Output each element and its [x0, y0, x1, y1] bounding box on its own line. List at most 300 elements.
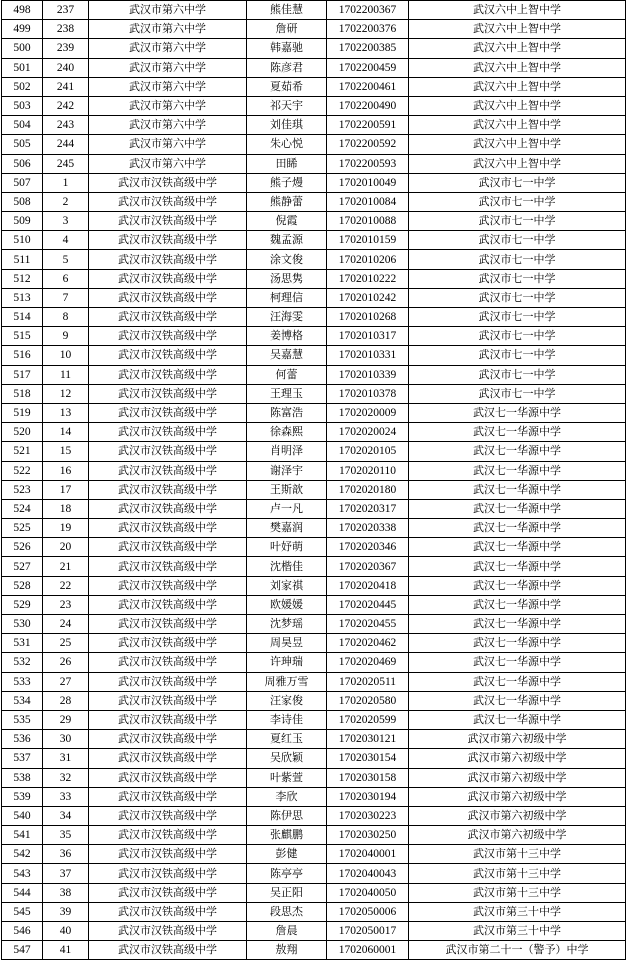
admitted-school-cell: 武汉市汉铁高级中学: [89, 672, 247, 691]
admitted-school-cell: 武汉市第六中学: [89, 116, 247, 135]
school-index-cell: 30: [43, 730, 89, 749]
student-id-cell: 1702030194: [327, 787, 409, 806]
student-name-cell: 韩嘉驰: [247, 39, 327, 58]
student-id-cell: 1702200376: [327, 20, 409, 39]
student-name-cell: 沈梦瑶: [247, 615, 327, 634]
student-id-cell: 1702040001: [327, 845, 409, 864]
serial-number-cell: 537: [2, 749, 43, 768]
student-id-cell: 1702020445: [327, 595, 409, 614]
student-name-cell: 沈楷佳: [247, 557, 327, 576]
origin-school-cell: 武汉七一华源中学: [409, 499, 626, 518]
origin-school-cell: 武汉市七一中学: [409, 346, 626, 365]
student-id-cell: 1702020462: [327, 634, 409, 653]
origin-school-cell: 武汉六中上智中学: [409, 116, 626, 135]
student-name-cell: 陈彦君: [247, 58, 327, 77]
serial-number-cell: 510: [2, 231, 43, 250]
school-index-cell: 241: [43, 77, 89, 96]
school-index-cell: 17: [43, 480, 89, 499]
table-row: [2, 902, 626, 921]
admitted-school-cell: 武汉市汉铁高级中学: [89, 615, 247, 634]
student-name-cell: 张麒鹏: [247, 826, 327, 845]
student-id-cell: 1702010049: [327, 173, 409, 192]
serial-number-cell: 522: [2, 461, 43, 480]
school-index-cell: 242: [43, 96, 89, 115]
student-name-cell: 肖明泽: [247, 442, 327, 461]
serial-number-cell: 545: [2, 902, 43, 921]
table-row: [2, 595, 626, 614]
student-name-cell: 熊静蕾: [247, 192, 327, 211]
origin-school-cell: 武汉六中上智中学: [409, 58, 626, 77]
origin-school-cell: 武汉六中上智中学: [409, 96, 626, 115]
table-row: [2, 231, 626, 250]
student-id-cell: 1702060001: [327, 941, 409, 960]
table-row: [2, 327, 626, 346]
serial-number-cell: 544: [2, 883, 43, 902]
student-name-cell: 柯理信: [247, 288, 327, 307]
serial-number-cell: 539: [2, 787, 43, 806]
admitted-school-cell: 武汉市汉铁高级中学: [89, 327, 247, 346]
table-row: [2, 653, 626, 672]
table-row: [2, 346, 626, 365]
table-row: [2, 461, 626, 480]
admitted-school-cell: 武汉市汉铁高级中学: [89, 250, 247, 269]
student-id-cell: 1702020180: [327, 480, 409, 499]
student-id-cell: 1702010331: [327, 346, 409, 365]
school-index-cell: 4: [43, 231, 89, 250]
student-id-cell: 1702010206: [327, 250, 409, 269]
school-index-cell: 41: [43, 941, 89, 960]
admitted-school-cell: 武汉市第六中学: [89, 58, 247, 77]
table-row: [2, 384, 626, 403]
table-row: [2, 749, 626, 768]
student-id-cell: 1702020105: [327, 442, 409, 461]
admitted-school-cell: 武汉市汉铁高级中学: [89, 308, 247, 327]
origin-school-cell: 武汉七一华源中学: [409, 557, 626, 576]
serial-number-cell: 501: [2, 58, 43, 77]
school-index-cell: 14: [43, 423, 89, 442]
origin-school-cell: 武汉七一华源中学: [409, 710, 626, 729]
student-name-cell: 叶妤萌: [247, 538, 327, 557]
school-index-cell: 20: [43, 538, 89, 557]
student-name-cell: 叶紫萱: [247, 768, 327, 787]
school-index-cell: 2: [43, 192, 89, 211]
student-name-cell: 朱心悦: [247, 135, 327, 154]
origin-school-cell: 武汉市第六初级中学: [409, 768, 626, 787]
student-name-cell: 何蕾: [247, 365, 327, 384]
student-id-cell: 1702010242: [327, 288, 409, 307]
student-name-cell: 卢一凡: [247, 499, 327, 518]
table-row: [2, 77, 626, 96]
school-index-cell: 6: [43, 269, 89, 288]
student-id-cell: 1702030158: [327, 768, 409, 787]
table-row: [2, 691, 626, 710]
admitted-school-cell: 武汉市汉铁高级中学: [89, 269, 247, 288]
student-id-cell: 1702200459: [327, 58, 409, 77]
school-index-cell: 21: [43, 557, 89, 576]
table-body: [2, 1, 626, 960]
serial-number-cell: 547: [2, 941, 43, 960]
origin-school-cell: 武汉市第六初级中学: [409, 730, 626, 749]
admitted-school-cell: 武汉市汉铁高级中学: [89, 231, 247, 250]
student-name-cell: 倪霞: [247, 212, 327, 231]
origin-school-cell: 武汉市七一中学: [409, 212, 626, 231]
school-index-cell: 5: [43, 250, 89, 269]
table-row: [2, 499, 626, 518]
serial-number-cell: 538: [2, 768, 43, 787]
serial-number-cell: 516: [2, 346, 43, 365]
origin-school-cell: 武汉市第六初级中学: [409, 826, 626, 845]
student-name-cell: 徐森熙: [247, 423, 327, 442]
student-name-cell: 夏红玉: [247, 730, 327, 749]
student-id-cell: 1702040043: [327, 864, 409, 883]
admitted-school-cell: 武汉市第六中学: [89, 154, 247, 173]
student-name-cell: 田睎: [247, 154, 327, 173]
student-id-cell: 1702010268: [327, 308, 409, 327]
serial-number-cell: 506: [2, 154, 43, 173]
table-row: [2, 576, 626, 595]
origin-school-cell: 武汉市七一中学: [409, 384, 626, 403]
student-id-cell: 1702200367: [327, 1, 409, 20]
admitted-school-cell: 武汉市汉铁高级中学: [89, 403, 247, 422]
origin-school-cell: 武汉市七一中学: [409, 288, 626, 307]
admitted-school-cell: 武汉市汉铁高级中学: [89, 173, 247, 192]
table-row: [2, 96, 626, 115]
table-row: [2, 480, 626, 499]
table-row: [2, 39, 626, 58]
admitted-school-cell: 武汉市汉铁高级中学: [89, 768, 247, 787]
table-row: [2, 269, 626, 288]
serial-number-cell: 540: [2, 806, 43, 825]
school-index-cell: 19: [43, 519, 89, 538]
admitted-school-cell: 武汉市汉铁高级中学: [89, 787, 247, 806]
serial-number-cell: 503: [2, 96, 43, 115]
serial-number-cell: 523: [2, 480, 43, 499]
student-name-cell: 汪海雯: [247, 308, 327, 327]
table-row: [2, 730, 626, 749]
admitted-school-cell: 武汉市汉铁高级中学: [89, 480, 247, 499]
origin-school-cell: 武汉市七一中学: [409, 365, 626, 384]
admitted-school-cell: 武汉市第六中学: [89, 96, 247, 115]
admitted-school-cell: 武汉市汉铁高级中学: [89, 883, 247, 902]
serial-number-cell: 525: [2, 519, 43, 538]
school-index-cell: 243: [43, 116, 89, 135]
student-name-cell: 李诗佳: [247, 710, 327, 729]
origin-school-cell: 武汉七一华源中学: [409, 691, 626, 710]
serial-number-cell: 542: [2, 845, 43, 864]
origin-school-cell: 武汉六中上智中学: [409, 77, 626, 96]
school-index-cell: 12: [43, 384, 89, 403]
student-id-cell: 1702010088: [327, 212, 409, 231]
serial-number-cell: 515: [2, 327, 43, 346]
origin-school-cell: 武汉市第十三中学: [409, 864, 626, 883]
school-index-cell: 10: [43, 346, 89, 365]
table-row: [2, 672, 626, 691]
student-id-cell: 1702200490: [327, 96, 409, 115]
admitted-school-cell: 武汉市汉铁高级中学: [89, 864, 247, 883]
school-index-cell: 240: [43, 58, 89, 77]
origin-school-cell: 武汉市第十三中学: [409, 845, 626, 864]
table-row: [2, 787, 626, 806]
origin-school-cell: 武汉市七一中学: [409, 269, 626, 288]
student-id-cell: 1702030250: [327, 826, 409, 845]
serial-number-cell: 536: [2, 730, 43, 749]
table-row: [2, 212, 626, 231]
student-id-cell: 1702020580: [327, 691, 409, 710]
student-id-cell: 1702020455: [327, 615, 409, 634]
student-name-cell: 吴嘉慧: [247, 346, 327, 365]
student-id-cell: 1702200591: [327, 116, 409, 135]
admitted-school-cell: 武汉市汉铁高级中学: [89, 730, 247, 749]
school-index-cell: 16: [43, 461, 89, 480]
serial-number-cell: 502: [2, 77, 43, 96]
school-index-cell: 24: [43, 615, 89, 634]
school-index-cell: 244: [43, 135, 89, 154]
serial-number-cell: 533: [2, 672, 43, 691]
origin-school-cell: 武汉七一华源中学: [409, 423, 626, 442]
admitted-school-cell: 武汉市汉铁高级中学: [89, 749, 247, 768]
admitted-school-cell: 武汉市汉铁高级中学: [89, 288, 247, 307]
serial-number-cell: 517: [2, 365, 43, 384]
school-index-cell: 13: [43, 403, 89, 422]
student-id-cell: 1702010159: [327, 231, 409, 250]
table-row: [2, 922, 626, 941]
admitted-school-cell: 武汉市第六中学: [89, 1, 247, 20]
student-name-cell: 段思杰: [247, 902, 327, 921]
table-row: [2, 864, 626, 883]
serial-number-cell: 500: [2, 39, 43, 58]
serial-number-cell: 531: [2, 634, 43, 653]
serial-number-cell: 504: [2, 116, 43, 135]
school-index-cell: 22: [43, 576, 89, 595]
student-id-cell: 1702020009: [327, 403, 409, 422]
student-id-cell: 1702010222: [327, 269, 409, 288]
student-id-cell: 1702040050: [327, 883, 409, 902]
student-name-cell: 詹研: [247, 20, 327, 39]
origin-school-cell: 武汉市第二十一（警予）中学: [409, 941, 626, 960]
admitted-school-cell: 武汉市汉铁高级中学: [89, 461, 247, 480]
student-name-cell: 敖翔: [247, 941, 327, 960]
school-index-cell: 38: [43, 883, 89, 902]
school-index-cell: 39: [43, 902, 89, 921]
school-index-cell: 245: [43, 154, 89, 173]
origin-school-cell: 武汉六中上智中学: [409, 20, 626, 39]
table-row: [2, 250, 626, 269]
admitted-school-cell: 武汉市第六中学: [89, 20, 247, 39]
school-index-cell: 31: [43, 749, 89, 768]
student-id-cell: 1702020418: [327, 576, 409, 595]
student-id-cell: 1702020024: [327, 423, 409, 442]
student-name-cell: 汤思隽: [247, 269, 327, 288]
table-row: [2, 768, 626, 787]
origin-school-cell: 武汉市七一中学: [409, 308, 626, 327]
serial-number-cell: 514: [2, 308, 43, 327]
origin-school-cell: 武汉市七一中学: [409, 231, 626, 250]
school-index-cell: 28: [43, 691, 89, 710]
origin-school-cell: 武汉七一华源中学: [409, 442, 626, 461]
admitted-school-cell: 武汉市汉铁高级中学: [89, 384, 247, 403]
student-id-cell: 1702020367: [327, 557, 409, 576]
school-index-cell: 29: [43, 710, 89, 729]
student-id-cell: 1702010084: [327, 192, 409, 211]
admitted-school-cell: 武汉市汉铁高级中学: [89, 519, 247, 538]
serial-number-cell: 535: [2, 710, 43, 729]
admitted-school-cell: 武汉市汉铁高级中学: [89, 365, 247, 384]
school-index-cell: 25: [43, 634, 89, 653]
table-row: [2, 308, 626, 327]
student-id-cell: 1702020110: [327, 461, 409, 480]
table-row: [2, 519, 626, 538]
school-index-cell: 8: [43, 308, 89, 327]
student-id-cell: 1702010378: [327, 384, 409, 403]
table-row: [2, 288, 626, 307]
school-index-cell: 36: [43, 845, 89, 864]
school-index-cell: 1: [43, 173, 89, 192]
school-index-cell: 37: [43, 864, 89, 883]
student-id-cell: 1702050017: [327, 922, 409, 941]
school-index-cell: 32: [43, 768, 89, 787]
origin-school-cell: 武汉六中上智中学: [409, 39, 626, 58]
origin-school-cell: 武汉市七一中学: [409, 192, 626, 211]
serial-number-cell: 512: [2, 269, 43, 288]
serial-number-cell: 505: [2, 135, 43, 154]
table-row: [2, 806, 626, 825]
origin-school-cell: 武汉市七一中学: [409, 327, 626, 346]
admitted-school-cell: 武汉市汉铁高级中学: [89, 499, 247, 518]
admitted-school-cell: 武汉市汉铁高级中学: [89, 922, 247, 941]
serial-number-cell: 529: [2, 595, 43, 614]
origin-school-cell: 武汉七一华源中学: [409, 653, 626, 672]
school-index-cell: 23: [43, 595, 89, 614]
school-index-cell: 35: [43, 826, 89, 845]
school-index-cell: 33: [43, 787, 89, 806]
table-row: [2, 941, 626, 960]
table-row: [2, 58, 626, 77]
admitted-school-cell: 武汉市汉铁高级中学: [89, 710, 247, 729]
admitted-school-cell: 武汉市第六中学: [89, 39, 247, 58]
student-id-cell: 1702200593: [327, 154, 409, 173]
serial-number-cell: 541: [2, 826, 43, 845]
admitted-school-cell: 武汉市汉铁高级中学: [89, 595, 247, 614]
admitted-school-cell: 武汉市汉铁高级中学: [89, 442, 247, 461]
admitted-school-cell: 武汉市汉铁高级中学: [89, 845, 247, 864]
student-id-cell: 1702030223: [327, 806, 409, 825]
student-id-cell: 1702020599: [327, 710, 409, 729]
student-name-cell: 祁天宇: [247, 96, 327, 115]
table-row: [2, 116, 626, 135]
student-name-cell: 陈伊思: [247, 806, 327, 825]
school-index-cell: 34: [43, 806, 89, 825]
serial-number-cell: 530: [2, 615, 43, 634]
origin-school-cell: 武汉市七一中学: [409, 250, 626, 269]
student-name-cell: 王理玉: [247, 384, 327, 403]
student-id-cell: 1702050006: [327, 902, 409, 921]
student-id-cell: 1702020346: [327, 538, 409, 557]
origin-school-cell: 武汉六中上智中学: [409, 1, 626, 20]
table-row: [2, 1, 626, 20]
admitted-school-cell: 武汉市第六中学: [89, 77, 247, 96]
serial-number-cell: 534: [2, 691, 43, 710]
origin-school-cell: 武汉市第三十中学: [409, 902, 626, 921]
table-row: [2, 135, 626, 154]
student-id-cell: 1702020511: [327, 672, 409, 691]
student-id-cell: 1702010317: [327, 327, 409, 346]
admitted-school-cell: 武汉市汉铁高级中学: [89, 634, 247, 653]
student-id-cell: 1702030121: [327, 730, 409, 749]
table-row: [2, 634, 626, 653]
serial-number-cell: 499: [2, 20, 43, 39]
admitted-school-cell: 武汉市汉铁高级中学: [89, 346, 247, 365]
admitted-school-cell: 武汉市第六中学: [89, 135, 247, 154]
origin-school-cell: 武汉七一华源中学: [409, 403, 626, 422]
student-name-cell: 魏孟源: [247, 231, 327, 250]
student-name-cell: 詹晨: [247, 922, 327, 941]
school-index-cell: 26: [43, 653, 89, 672]
student-id-cell: 1702200461: [327, 77, 409, 96]
student-name-cell: 吴正阳: [247, 883, 327, 902]
school-index-cell: 3: [43, 212, 89, 231]
school-index-cell: 7: [43, 288, 89, 307]
origin-school-cell: 武汉市第六初级中学: [409, 787, 626, 806]
student-name-cell: 周昊昱: [247, 634, 327, 653]
student-name-cell: 刘家祺: [247, 576, 327, 595]
school-index-cell: 18: [43, 499, 89, 518]
table-row: [2, 826, 626, 845]
table-row: [2, 20, 626, 39]
admission-list-table: [1, 0, 626, 960]
origin-school-cell: 武汉七一华源中学: [409, 461, 626, 480]
table-row: [2, 883, 626, 902]
table-row: [2, 192, 626, 211]
table-row: [2, 557, 626, 576]
origin-school-cell: 武汉六中上智中学: [409, 154, 626, 173]
serial-number-cell: 509: [2, 212, 43, 231]
school-index-cell: 9: [43, 327, 89, 346]
serial-number-cell: 507: [2, 173, 43, 192]
student-name-cell: 谢泽宇: [247, 461, 327, 480]
student-id-cell: 1702020338: [327, 519, 409, 538]
origin-school-cell: 武汉市第六初级中学: [409, 806, 626, 825]
serial-number-cell: 508: [2, 192, 43, 211]
student-name-cell: 熊子熳: [247, 173, 327, 192]
school-index-cell: 237: [43, 1, 89, 20]
table-row: [2, 365, 626, 384]
origin-school-cell: 武汉市第十三中学: [409, 883, 626, 902]
serial-number-cell: 498: [2, 1, 43, 20]
table-row: [2, 710, 626, 729]
student-name-cell: 熊佳慧: [247, 1, 327, 20]
student-name-cell: 李欣: [247, 787, 327, 806]
origin-school-cell: 武汉七一华源中学: [409, 615, 626, 634]
origin-school-cell: 武汉六中上智中学: [409, 135, 626, 154]
student-id-cell: 1702200592: [327, 135, 409, 154]
admitted-school-cell: 武汉市汉铁高级中学: [89, 557, 247, 576]
student-name-cell: 王斯歆: [247, 480, 327, 499]
student-id-cell: 1702020317: [327, 499, 409, 518]
student-name-cell: 樊嘉润: [247, 519, 327, 538]
admitted-school-cell: 武汉市汉铁高级中学: [89, 192, 247, 211]
student-name-cell: 吴欣颖: [247, 749, 327, 768]
student-name-cell: 涂文俊: [247, 250, 327, 269]
table-row: [2, 173, 626, 192]
serial-number-cell: 524: [2, 499, 43, 518]
serial-number-cell: 528: [2, 576, 43, 595]
admitted-school-cell: 武汉市汉铁高级中学: [89, 538, 247, 557]
serial-number-cell: 546: [2, 922, 43, 941]
origin-school-cell: 武汉七一华源中学: [409, 480, 626, 499]
admitted-school-cell: 武汉市汉铁高级中学: [89, 826, 247, 845]
table-row: [2, 845, 626, 864]
student-name-cell: 姜博格: [247, 327, 327, 346]
